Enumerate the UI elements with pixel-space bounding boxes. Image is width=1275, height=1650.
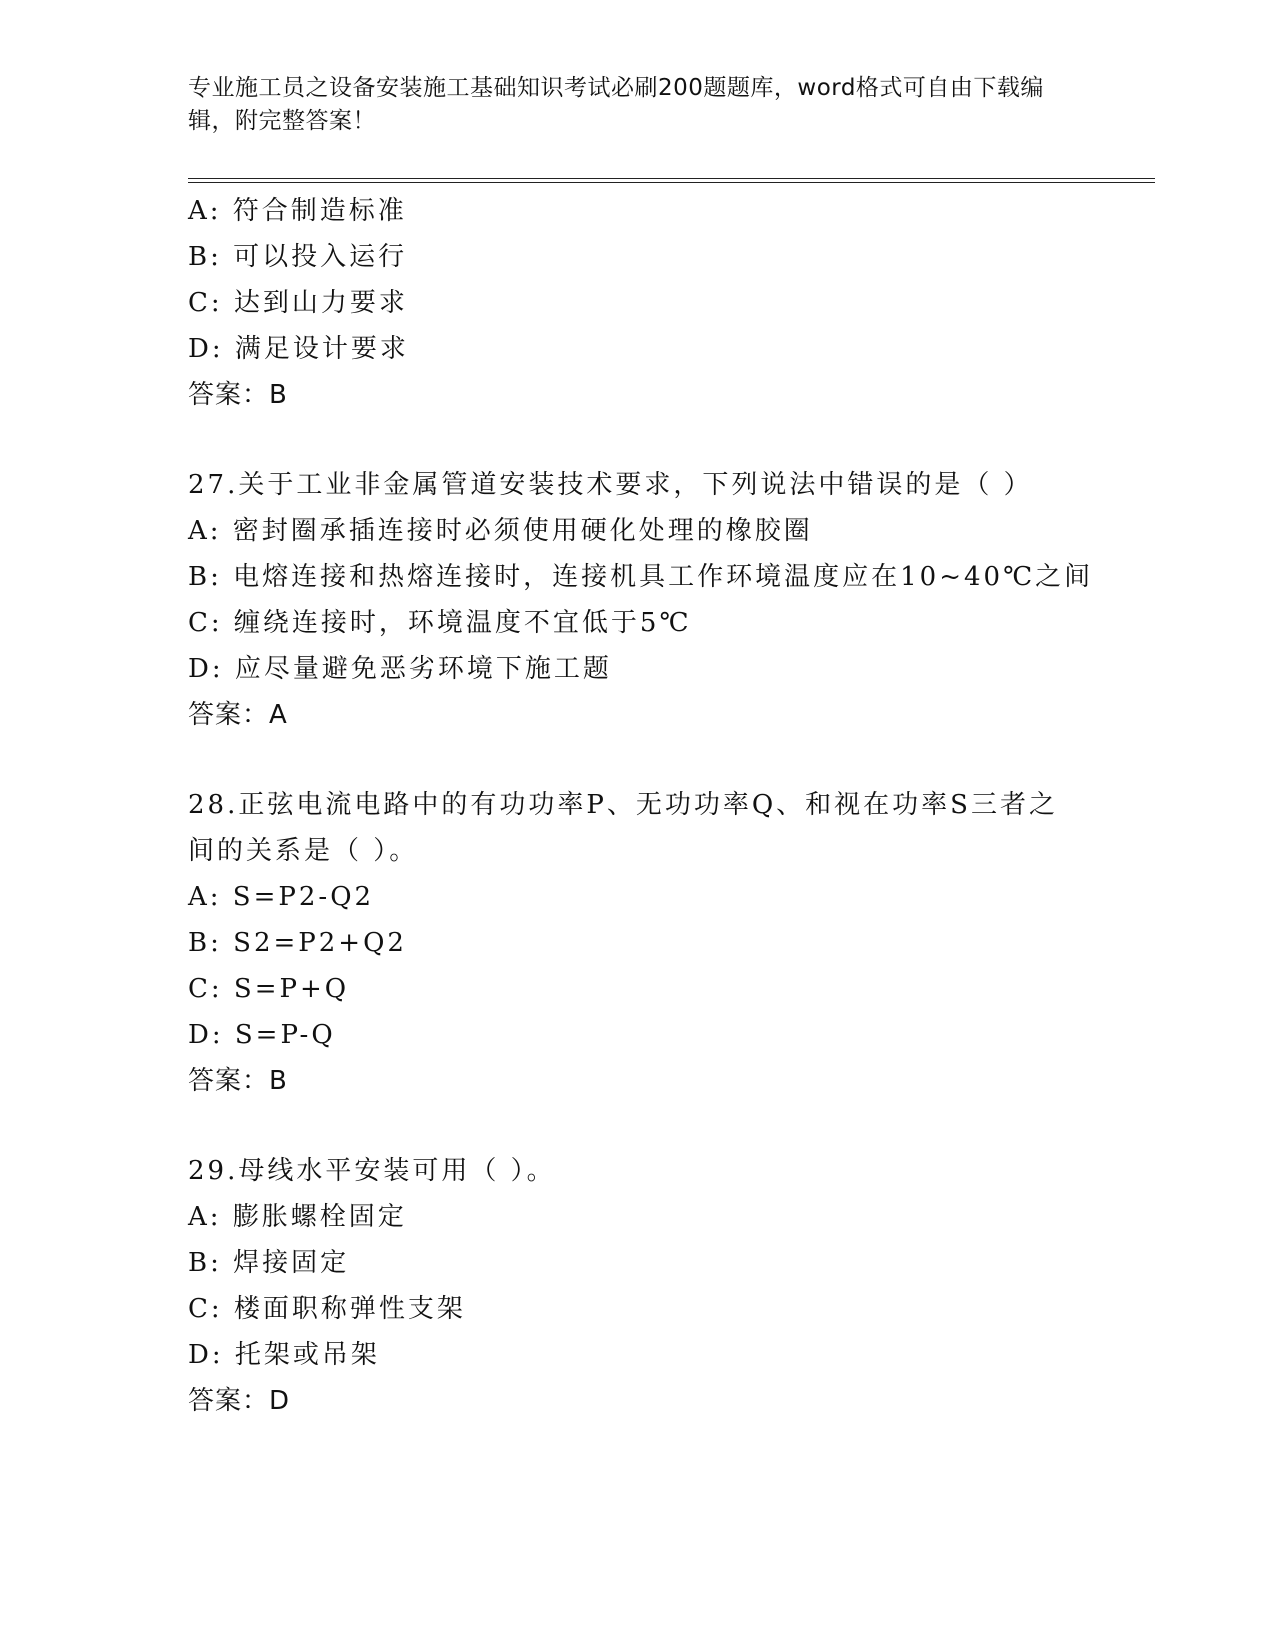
option-a: A: S=P2-Q2 <box>188 882 375 912</box>
question-text-line-1: 28.正弦电流电路中的有功功率P、无功功率Q、和视在功率S三者之 <box>188 790 1058 820</box>
option-b: B: 焊接固定 <box>188 1248 350 1278</box>
option-c: C: 楼面职称弹性支架 <box>188 1294 466 1324</box>
option-b: B: 可以投入运行 <box>188 242 408 272</box>
option-d: D: 满足设计要求 <box>188 334 409 364</box>
question-text: 27.关于工业非金属管道安装技术要求，下列说法中错误的是（ ） <box>188 470 1033 500</box>
question-block-28 <box>188 782 1088 1104</box>
question-block-26 <box>188 188 1088 418</box>
option-a: A: 膨胀螺栓固定 <box>188 1202 407 1232</box>
header-divider-top <box>188 178 1155 179</box>
answer-text: 答案：D <box>188 1386 291 1416</box>
option-b: B: S2=P2+Q2 <box>188 928 407 958</box>
question-block-29 <box>188 1148 1088 1424</box>
question-block-27 <box>188 462 1094 738</box>
answer-text: 答案：B <box>188 380 288 410</box>
document-header: 专业施工员之设备安装施工基础知识考试必刷200题题库，word格式可自由下载编辑，附完整答案！ <box>188 75 1044 134</box>
option-d: D: S=P-Q <box>188 1020 336 1050</box>
option-a: A: 符合制造标准 <box>188 196 407 226</box>
question-text: 29.母线水平安装可用（ ）。 <box>188 1156 556 1186</box>
option-c: C: 缠绕连接时，环境温度不宜低于5℃ <box>188 608 692 638</box>
answer-text: 答案：A <box>188 700 288 730</box>
question-list <box>188 188 1094 1424</box>
option-d: D: 应尽量避免恶劣环境下施工题 <box>188 654 612 684</box>
option-d: D: 托架或吊架 <box>188 1340 380 1370</box>
option-c: C: 达到山力要求 <box>188 288 408 318</box>
option-a: A: 密封圈承插连接时必须使用硬化处理的橡胶圈 <box>188 516 813 546</box>
option-c: C: S=P+Q <box>188 974 350 1004</box>
header-divider-bottom <box>188 182 1155 183</box>
question-text-line-2: 间的关系是（ ）。 <box>188 836 419 866</box>
answer-text: 答案：B <box>188 1066 288 1096</box>
option-b: B: 电熔连接和热熔连接时，连接机具工作环境温度应在10~40℃之间 <box>188 562 1094 592</box>
